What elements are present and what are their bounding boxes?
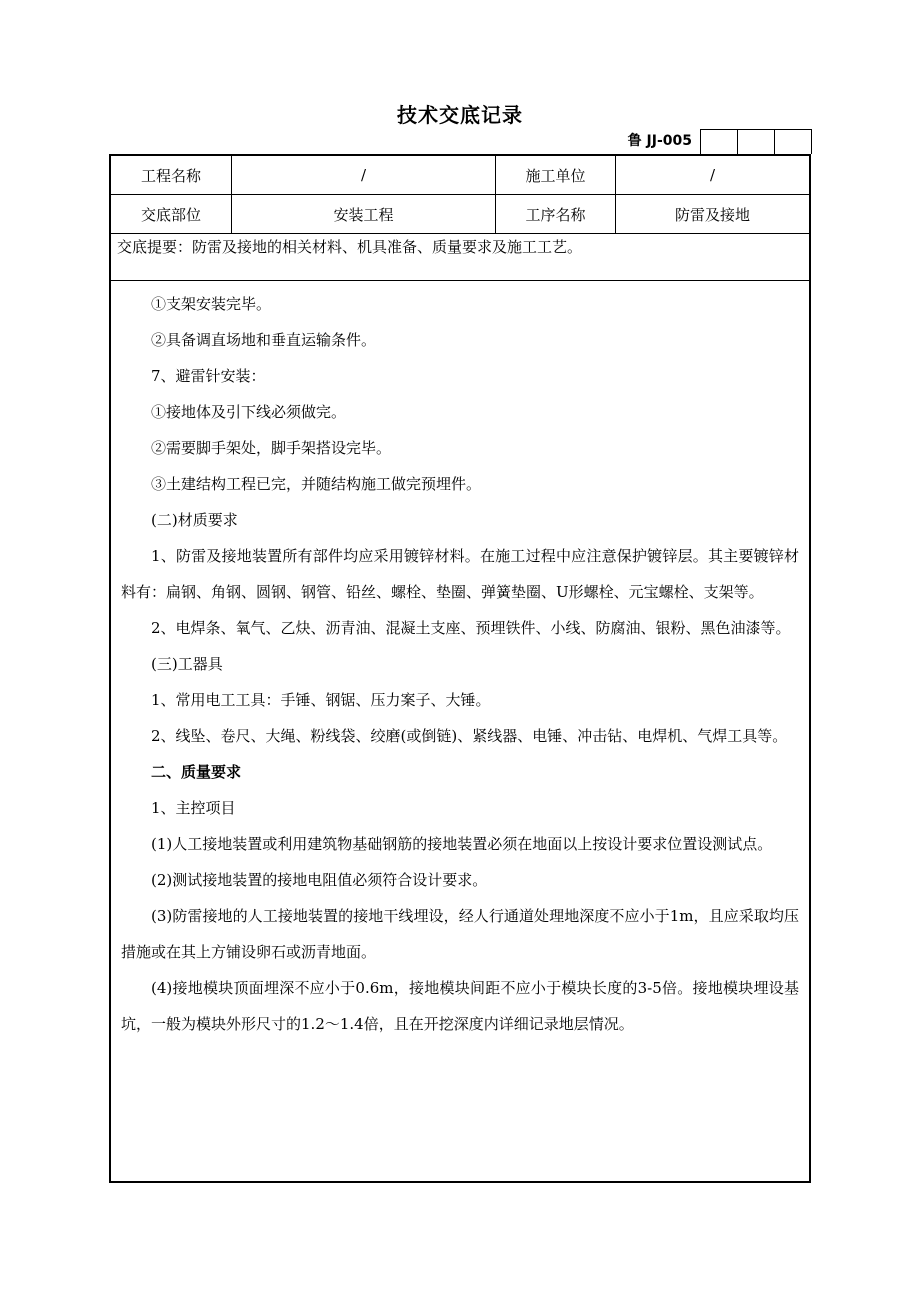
part-label: 交底部位 (111, 195, 232, 233)
construction-unit-value: / (709, 166, 716, 184)
document-title: 技术交底记录 (397, 103, 523, 127)
paragraph: (3)防雷接地的人工接地装置的接地干线埋设，经人行通道处理地深度不应小于1m，且应采取均压措施或在其上方铺设卵石或沥青地面。 (121, 907, 799, 961)
record-table (109, 154, 811, 1183)
section-heading: (二)材质要求 (151, 511, 238, 529)
code-box-3 (774, 129, 812, 154)
code-box-2 (737, 129, 774, 154)
part-value: 安装工程 (232, 195, 496, 233)
header-row-1 (111, 156, 809, 195)
summary-text: 交底提要：防雷及接地的相关材料、机具准备、质量要求及施工工艺。 (111, 234, 809, 281)
paragraph: (1)人工接地装置或利用建筑物基础钢筋的接地装置必须在地面以上按设计要求位置设测试点。 (151, 835, 773, 853)
document-code-label: 鲁 JJ-005 (627, 133, 692, 149)
paragraph: 1、防雷及接地装置所有部件均应采用镀锌材料。在施工过程中应注意保护镀锌层。其主要镀锌材料有：扁钢、角钢、圆钢、钢管、铅丝、螺栓、垫圈、弹簧垫圈、U形螺栓、元宝螺栓、支架等。 (121, 547, 799, 601)
code-box-1 (700, 129, 737, 154)
construction-unit-label: 施工单位 (496, 156, 616, 194)
paragraph: ③土建结构工程已完，并随结构施工做完预埋件。 (151, 475, 482, 493)
paragraph: ①接地体及引下线必须做完。 (151, 403, 347, 421)
paragraph: 7、避雷针安装： (151, 367, 266, 385)
header-row-2 (111, 195, 809, 234)
paragraph: ②具备调直场地和垂直运输条件。 (151, 331, 377, 349)
paragraph: 2、电焊条、氧气、乙炔、沥青油、混凝土支座、预埋铁件、小线、防腐油、银粉、黑色油漆等。 (151, 619, 791, 637)
paragraph: 2、线坠、卷尺、大绳、粉线袋、绞磨(或倒链)、紧线器、电锤、冲击钻、电焊机、气焊工具等。 (151, 727, 788, 745)
section-heading: (三)工器具 (151, 655, 223, 673)
process-value: 防雷及接地 (674, 205, 750, 224)
paragraph: (2)测试接地装置的接地电阻值必须符合设计要求。 (151, 871, 488, 889)
project-name-value: / (232, 156, 496, 194)
project-name-label: 工程名称 (111, 156, 232, 194)
content-body (111, 281, 809, 1042)
paragraph: (4)接地模块顶面埋深不应小于0.6m，接地模块间距不应小于模块长度的3-5倍。接地模块埋设基坑，一般为模块外形尺寸的1.2～1.4倍，且在开挖深度内详细记录地层情况。 (121, 979, 799, 1033)
paragraph: ②需要脚手架处，脚手架搭设完毕。 (151, 439, 392, 457)
paragraph: 1、主控项目 (151, 799, 236, 817)
paragraph: ①支架安装完毕。 (151, 295, 272, 313)
document-code-row (620, 129, 812, 154)
process-label: 工序名称 (496, 195, 616, 233)
paragraph: 1、常用电工工具：手锤、钢锯、压力案子、大锤。 (151, 691, 491, 709)
section-heading-bold: 二、质量要求 (151, 763, 242, 781)
